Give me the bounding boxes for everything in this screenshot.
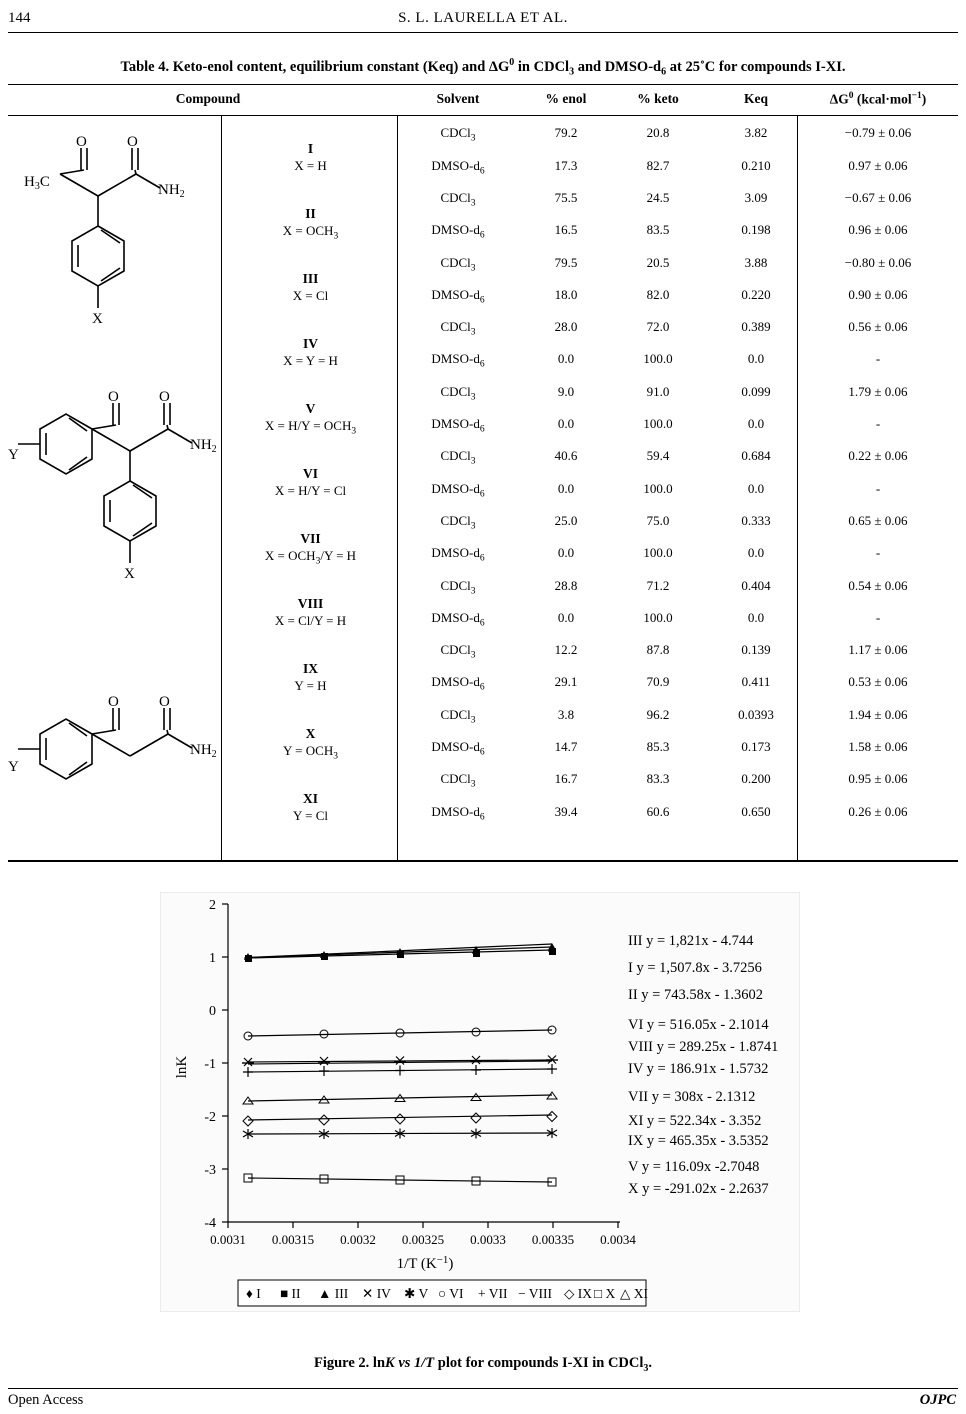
table-row: CDCl$_3$ 79.5 20.5 3.88 −0.80 ± 0.06 — [440, 254, 912, 274]
ytick-0: 0 — [209, 1004, 216, 1019]
table-row: DMSO-$d_6$ 16.5 83.5 0.198 0.96 ± 0.06 — [431, 222, 908, 241]
column-header-solvent: Solvent — [436, 91, 480, 107]
struct3-nh2-label: $NH_2$ — [190, 742, 217, 761]
xtick-3: 0.00325 — [401, 1232, 445, 1247]
legend-marker-iv: ✕ — [362, 1286, 374, 1301]
compound-label-iv: IV X = Y = H — [283, 336, 338, 369]
legend-label-x: X — [605, 1286, 616, 1301]
figure-2 — [160, 892, 800, 1312]
table-vrule-1 — [221, 116, 222, 860]
column-header-enol: % enol — [545, 91, 587, 107]
table-row: DMSO-$d_6$ 18.0 82.0 0.220 0.90 ± 0.06 — [431, 286, 908, 306]
ytick-1: 1 — [209, 951, 216, 966]
table-caption-part1: Table 4. Keto-enol content, equilibrium constant (Keq) and ΔG — [120, 58, 510, 75]
figure-caption — [0, 1355, 966, 1374]
table-row: DMSO-$d_6$ 17.3 82.7 0.210 0.97 ± 0.06 — [431, 157, 908, 177]
legend-label-viii: VIII — [528, 1286, 553, 1301]
struct3-o1-label: O — [108, 694, 119, 711]
xtick-2: 0.0032 — [340, 1232, 376, 1247]
column-header-delta-g — [798, 91, 958, 108]
struct1-x-label: X — [92, 311, 103, 328]
ytick-m4: -4 — [204, 1216, 216, 1231]
legend-label-xi: XI — [633, 1286, 649, 1301]
struct3-o2-label: O — [159, 694, 170, 711]
table-row: CDCl$_3$ 28.8 71.2 0.404 0.54 ± 0.06 — [440, 577, 908, 597]
compound-label-ii: II $X = OCH_3$ — [282, 206, 339, 242]
structure-acetoacetamide-icon — [8, 126, 221, 336]
footer-journal: OJPC — [919, 1392, 956, 1408]
ytick-m1: -1 — [204, 1057, 216, 1072]
equation-i: I y = 1,507.8x - 3.7256 — [628, 960, 762, 976]
struct2-o2-label: O — [159, 389, 170, 406]
ytick-m3: -3 — [204, 1163, 216, 1178]
lnk-vs-1t-plot — [160, 892, 800, 1312]
xtick-5: 0.00335 — [531, 1232, 575, 1247]
x-axis-label: 1/T $(K^{-1})$ — [396, 1254, 454, 1272]
struct1-o2-label: O — [127, 134, 138, 151]
table-row: DMSO-$d_6$ 29.1 70.9 0.411 0.53 ± 0.06 — [431, 674, 908, 694]
compound-label-viii: VIII X = Cl/Y = H — [274, 596, 347, 629]
fig-caption-a: Figure 2. ln — [313, 1355, 386, 1371]
legend-label-i: I — [256, 1286, 261, 1301]
table-row: CDCl$_3$ 9.0 91.0 0.099 1.79 ± 0.06 — [440, 383, 908, 403]
compound-label-i: I X = H — [294, 141, 327, 174]
legend-label-ix: IX — [577, 1286, 593, 1301]
svg-text:○ VI — [438, 1286, 464, 1301]
table-row: DMSO-$d_6$ 14.7 85.3 0.173 1.58 ± 0.06 — [431, 739, 908, 758]
dg-units: (kcal·mol — [853, 91, 912, 107]
ytick-2: 2 — [209, 898, 216, 913]
fig-caption-k: K — [385, 1355, 395, 1371]
column-header-compound: Compound — [175, 91, 241, 107]
legend-label-vi: VI — [449, 1286, 464, 1301]
legend-label-ii: II — [291, 1286, 301, 1301]
column-header-keto: % keto — [637, 91, 679, 107]
table-row: CDCl$_3$ 12.2 87.8 0.139 1.17 ± 0.06 — [440, 642, 908, 661]
table-header-row — [8, 85, 958, 115]
ytick-m2: -2 — [204, 1110, 216, 1125]
equation-xi: XI y = 522.34x - 3.352 — [628, 1113, 762, 1129]
table-row: CDCl$_3$ 25.0 75.0 0.333 0.65 ± 0.06 — [440, 512, 908, 532]
svg-text:■ II — [280, 1286, 301, 1301]
table-row: DMSO-$d_6$ 39.4 60.6 0.650 0.26 ± 0.06 — [431, 803, 908, 823]
legend-marker-ix: ◇ — [564, 1286, 575, 1301]
legend-marker-xi: △ — [620, 1286, 631, 1301]
svg-text:♦ I — [246, 1286, 261, 1301]
table-row: CDCl$_3$ 40.6 59.4 0.684 0.22 ± 0.06 — [440, 448, 908, 467]
table-row: DMSO-$d_6$ 0.0 100.0 0.0 - — [431, 609, 881, 629]
table-bottom-rule — [8, 860, 958, 861]
svg-text:− VIII — [518, 1286, 553, 1301]
equation-v: V y = 116.09x -2.7048 — [628, 1159, 760, 1175]
table-row: DMSO-$d_6$ 0.0 100.0 0.0 - — [431, 545, 881, 564]
compound-label-xi: XI Y = Cl — [292, 791, 329, 824]
table-caption-sub1: 3 — [569, 66, 575, 78]
dg-units-end: ) — [921, 91, 927, 107]
legend-label-vii: VII — [488, 1286, 508, 1301]
structure-benzoylacetamide-icon — [8, 686, 221, 846]
table-caption-sub2: 6 — [661, 66, 667, 78]
xtick-6: 0.0034 — [600, 1232, 636, 1247]
struct3-y-label: Y — [8, 759, 19, 776]
legend-marker-vii: + — [478, 1286, 486, 1301]
table-row: DMSO-$d_6$ 0.0 100.0 0.0 - — [431, 416, 881, 435]
table-data-rows — [398, 116, 958, 827]
legend-label-v: V — [418, 1286, 429, 1301]
table-caption-part4: at 25˚C for compounds I-XI. — [666, 58, 846, 75]
table-row: CDCl$_3$ 75.5 24.5 3.09 −0.67 ± 0.06 — [440, 189, 912, 209]
equation-iv: IV y = 186.91x - 1.5732 — [628, 1061, 769, 1077]
dg-main: ΔG — [829, 91, 849, 107]
equation-vi: VI y = 516.05x - 2.1014 — [628, 1017, 769, 1033]
struct2-x-label: X — [124, 566, 135, 583]
legend-marker-viii: − — [518, 1286, 526, 1301]
header-divider — [8, 32, 958, 33]
footer-divider — [8, 1388, 958, 1389]
footer-open-access: Open Access — [8, 1392, 84, 1408]
legend-marker-v: ✱ — [404, 1286, 416, 1301]
fig-caption-sub: 3 — [643, 1362, 649, 1374]
table-caption — [0, 57, 966, 78]
xtick-4: 0.0033 — [470, 1232, 506, 1247]
xtick-1: 0.00315 — [271, 1232, 315, 1247]
svg-text:✕ IV — [362, 1286, 391, 1301]
table-row: DMSO-$d_6$ 0.0 100.0 0.0 - — [431, 351, 881, 371]
svg-text:◇ IX — [564, 1286, 592, 1301]
fig-caption-1t: 1/T — [414, 1355, 435, 1371]
table-caption-part3: and DMSO-d — [574, 58, 662, 75]
equation-x: X y = -291.02x - 2.2637 — [628, 1181, 769, 1197]
legend-marker-vi: ○ — [438, 1286, 447, 1301]
dg-sup: 0 — [848, 91, 854, 102]
data-table — [8, 84, 958, 862]
table-caption-part2: in CDCl — [514, 58, 570, 75]
svg-text:✱ V — [404, 1286, 428, 1301]
struct1-ch3-label: $H_3C$ — [24, 174, 50, 193]
table-row: CDCl$_3$ 79.2 20.8 3.82 −0.79 ± 0.06 — [440, 125, 912, 144]
column-header-keq: Keq — [743, 91, 768, 107]
page-number: 144 — [8, 10, 31, 26]
fig-caption-end: . — [648, 1355, 653, 1371]
table-row: CDCl$_3$ 3.8 96.2 0.0393 1.94 ± 0.06 — [440, 706, 908, 726]
svg-text:▲ III — [318, 1286, 349, 1301]
struct2-y-label: Y — [8, 447, 19, 464]
compound-label-x: X $Y = OCH_3$ — [283, 726, 338, 762]
svg-text:△ XI — [620, 1286, 649, 1301]
struct2-nh2-label: $NH_2$ — [190, 437, 217, 456]
chart-legend — [238, 1280, 649, 1306]
running-title: S. L. LAURELLA ET AL. — [398, 10, 568, 26]
legend-label-iii: III — [334, 1286, 349, 1301]
legend-marker-iii: ▲ — [318, 1286, 332, 1301]
compound-label-v: V $X = H/Y = OCH_3$ — [264, 401, 357, 437]
equation-iii: III y = 1,821x - 4.744 — [628, 933, 754, 949]
equation-ii: II y = 743.58x - 1.3602 — [628, 987, 764, 1003]
table-row: CDCl$_3$ 16.7 83.3 0.200 0.95 ± 0.06 — [440, 771, 908, 790]
table-row: CDCl$_3$ 28.0 72.0 0.389 0.56 ± 0.06 — [440, 319, 908, 338]
table-caption-sup: 0 — [509, 57, 515, 68]
svg-text:+ VII — [478, 1286, 508, 1301]
legend-marker-x: □ — [594, 1286, 603, 1301]
struct2-o1-label: O — [108, 389, 119, 406]
compound-label-iii: III X = Cl — [292, 271, 329, 304]
dg-units-sup: −1 — [911, 91, 922, 102]
fig-caption-vs: vs — [394, 1355, 415, 1371]
struct1-nh2-label: $NH_2$ — [158, 182, 185, 201]
structure-dibenzoyl-icon — [8, 381, 221, 631]
equation-vii: VII y = 308x - 2.1312 — [628, 1089, 756, 1105]
struct1-o1-label: O — [76, 134, 87, 151]
fig-caption-b: plot for compounds I-XI in CDCl — [434, 1355, 644, 1371]
svg-text:□ X — [594, 1286, 616, 1301]
equation-ix: IX y = 465.35x - 3.5352 — [628, 1133, 769, 1149]
y-axis-label: lnK — [174, 1055, 190, 1079]
legend-label-iv: IV — [376, 1286, 391, 1301]
compound-label-vii: VII $X = OCH_3/Y = H$ — [264, 531, 357, 567]
legend-marker-ii: ■ — [280, 1286, 289, 1301]
compound-label-vi: VI X = H/Y = Cl — [274, 466, 347, 499]
equation-viii: VIII y = 289.25x - 1.8741 — [628, 1039, 779, 1055]
legend-marker-i: ♦ — [246, 1286, 253, 1301]
table-row: DMSO-$d_6$ 0.0 100.0 0.0 - — [431, 480, 881, 500]
xtick-0: 0.0031 — [210, 1232, 246, 1247]
table-body — [8, 116, 958, 860]
compound-label-ix: IX Y = H — [294, 661, 327, 694]
